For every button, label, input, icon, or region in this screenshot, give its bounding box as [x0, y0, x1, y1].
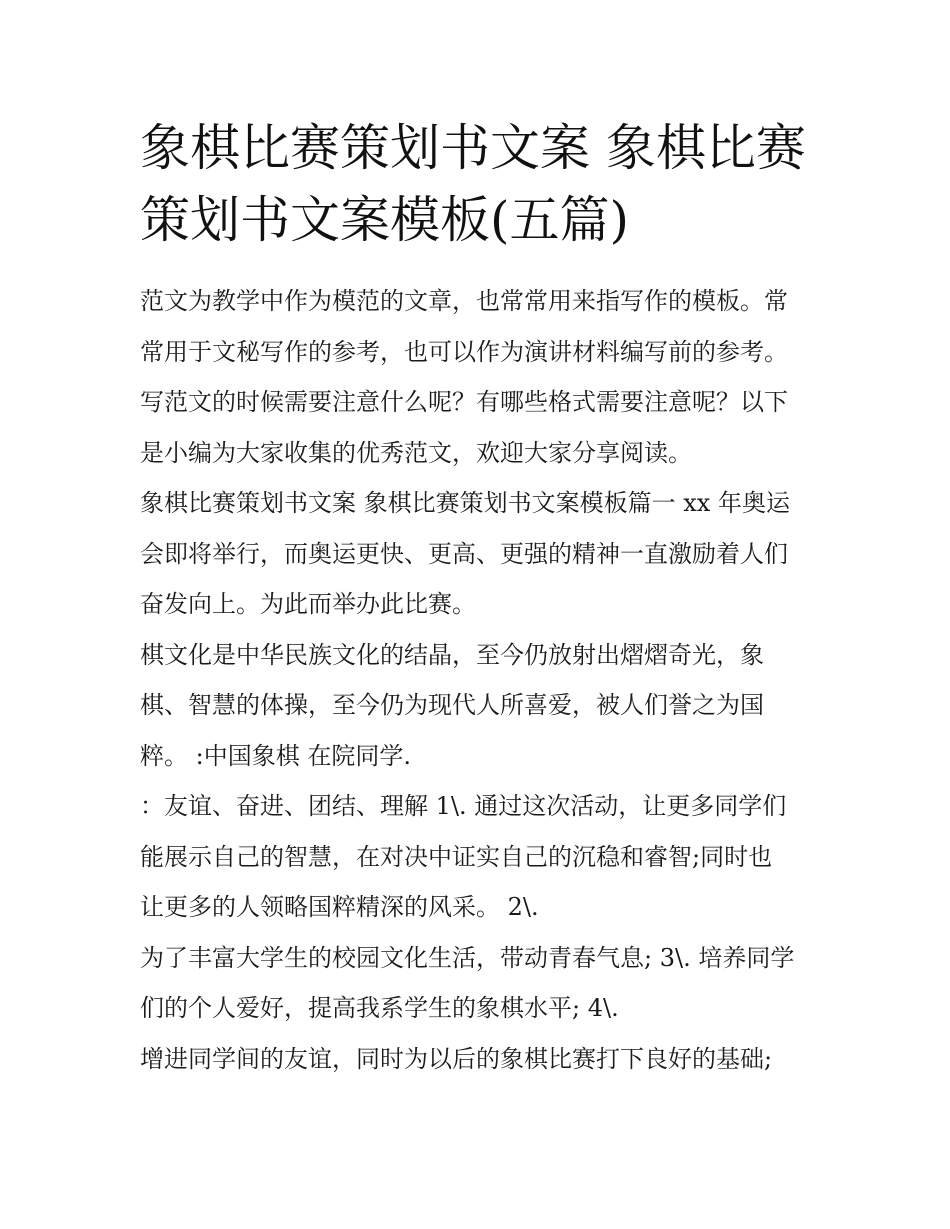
body-line: 会即将举行，而奥运更快、更高、更强的精神一直激励着人们	[140, 539, 788, 568]
title-line-1: 象棋比赛策划书文案 象棋比赛	[140, 119, 806, 177]
body-line: 们的个人爱好，提高我系学生的象棋水平; 4\.	[140, 994, 619, 1022]
body-line: 让更多的人领略国粹精深的风采。 2\.	[140, 893, 539, 921]
document-title	[140, 112, 820, 256]
body-line: 象棋比赛策划书文案 象棋比赛策划书文案模板篇一 xx 年奥运	[140, 489, 790, 517]
body-line: 范文为教学中作为模范的文章，也常常用来指写作的模板。常	[140, 287, 788, 315]
title-line-2: 策划书文案模板(五篇)	[140, 191, 630, 249]
body-line: 为了丰富大学生的校园文化生活，带动青春气息; 3\. 培养同学	[140, 943, 795, 972]
body-line: 粹。 :中国象棋 在院同学.	[140, 741, 411, 770]
document-body	[140, 276, 820, 1084]
body-line: 棋文化是中华民族文化的结晶，至今仍放射出熠熠奇光，象	[140, 640, 764, 669]
body-line: 增进同学间的友谊，同时为以后的象棋比赛打下良好的基础;	[140, 1044, 773, 1073]
body-line: 奋发向上。为此而举办此比赛。	[140, 590, 476, 618]
body-line: 能展示自己的智慧，在对决中证实自己的沉稳和睿智;同时也	[140, 842, 773, 871]
body-line: 是小编为大家收集的优秀范文，欢迎大家分享阅读。	[140, 438, 692, 467]
body-line: 常用于文秘写作的参考，也可以作为演讲材料编写前的参考。	[140, 337, 788, 366]
body-line: 写范文的时候需要注意什么呢？有哪些格式需要注意呢？以下	[140, 388, 788, 416]
body-line: ：友谊、奋进、团结、理解 1\. 通过这次活动，让更多同学们	[140, 792, 787, 820]
body-line: 棋、智慧的体操，至今仍为现代人所喜爱，被人们誉之为国	[140, 691, 764, 719]
